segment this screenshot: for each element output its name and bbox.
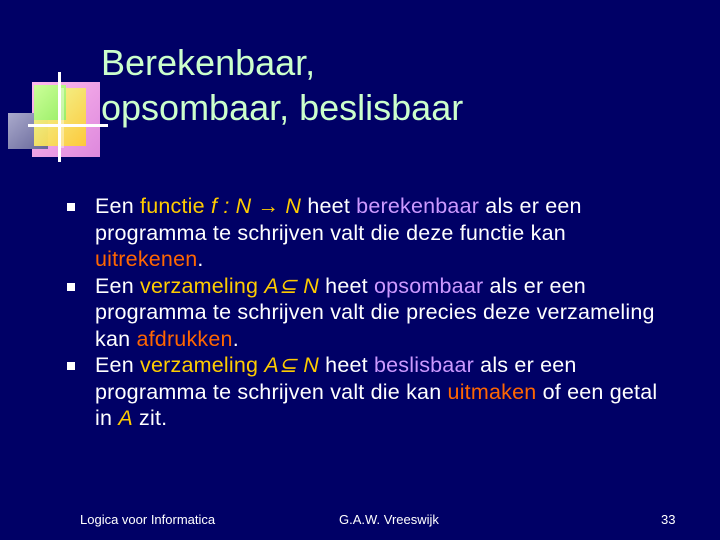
bullet-item	[60, 352, 680, 432]
bullet-text: als er een programma te schrijven valt die deze functie kan	[95, 194, 582, 245]
slide-title-line-1: Berekenbaar,	[101, 42, 316, 83]
bullet-text: .	[197, 247, 204, 271]
bullet-text: zit.	[132, 406, 168, 430]
bullet-text: of een getal in	[95, 379, 658, 430]
bullet-text: heet	[301, 194, 357, 218]
bullet-list	[60, 193, 680, 432]
bullet-term: A⊆ N	[264, 273, 319, 298]
footer-course-name: Logica voor Informatica	[80, 512, 216, 527]
square-bullet-icon	[67, 362, 75, 370]
bullet-term: afdrukken	[136, 326, 233, 351]
decorative-squares-graphic	[0, 0, 110, 170]
bullet-text: Een	[95, 353, 141, 377]
bullet-term: beslisbaar	[373, 353, 474, 377]
bullet-text: heet	[318, 273, 374, 298]
slide-title-line-2: opsombaar, beslisbaar	[101, 87, 464, 128]
bullet-term: opsombaar	[373, 273, 484, 298]
square-bullet-icon	[67, 203, 75, 211]
bullet-term: functie	[140, 194, 205, 218]
bullet-text: Een	[95, 194, 141, 218]
bullet-text: Een	[95, 273, 141, 298]
bullet-text: heet	[318, 353, 374, 377]
bullet-term: uitrekenen	[95, 247, 198, 271]
bullet-item	[60, 193, 680, 273]
bullet-term: verzameling	[140, 353, 259, 377]
bullet-text: als er een programma te schrijven valt die kan	[95, 353, 577, 404]
bullet-term: berekenbaar	[356, 194, 480, 218]
bullet-term: verzameling	[140, 273, 259, 298]
bullet-term: f : N → N	[210, 194, 302, 218]
slide-title	[101, 40, 463, 130]
bullet-item	[60, 273, 680, 353]
bullet-term: A⊆ N	[264, 353, 319, 377]
bullet-term: A	[118, 406, 133, 430]
square-bullet-icon	[67, 283, 75, 291]
bullet-text: als er een programma te schrijven valt die precies deze verzameling kan	[95, 273, 655, 351]
bullet-text: .	[232, 326, 239, 351]
footer-author: G.A.W. Vreeswijk	[339, 512, 439, 527]
footer-page-number: 33	[661, 512, 676, 527]
bullet-term: uitmaken	[447, 379, 537, 404]
